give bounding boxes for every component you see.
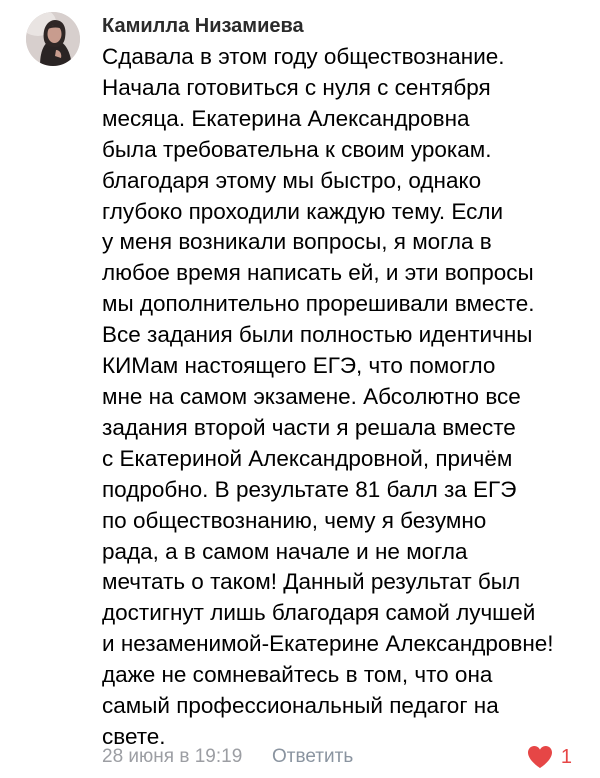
- comment-text-line: задания второй части я решала вместе: [102, 414, 516, 440]
- comment-text-line: была требовательна к своим урокам.: [102, 136, 492, 162]
- comment-text-line: месяца. Екатерина Александровна: [102, 105, 470, 131]
- heart-icon: [527, 745, 553, 769]
- comment-text-line: по обществознанию, чему я безумно: [102, 507, 487, 533]
- comment-footer: [102, 742, 580, 772]
- comment-text-line: КИМам настоящего ЕГЭ, что помогло: [102, 353, 496, 379]
- reply-button[interactable]: Ответить: [272, 746, 354, 767]
- comment-text-line: подробно. В результате 81 балл за ЕГЭ: [102, 476, 517, 502]
- comment-text-line: любое время написать ей, и эти вопросы: [102, 260, 534, 286]
- comment-text-line: у меня возникали вопросы, я могла в: [102, 229, 492, 255]
- author-name[interactable]: Камилла Низамиева: [102, 15, 304, 37]
- comment-text-line: самый профессиональный педагог на: [102, 693, 499, 719]
- comment-text: [102, 42, 592, 753]
- avatar[interactable]: [26, 12, 80, 66]
- comment-text-line: даже не сомневайтесь в том, что она: [102, 662, 493, 688]
- comment-text-line: глубоко проходили каждую тему. Если: [102, 198, 504, 224]
- avatar-photo: [26, 12, 80, 66]
- comment-text-line: рада, а в самом начале и не могла: [102, 538, 468, 564]
- comment-text-line: Начала готовиться с нуля с сентября: [102, 74, 491, 100]
- comment-text-line: благодаря этому мы быстро, однако: [102, 167, 482, 193]
- like-button[interactable]: [527, 742, 572, 772]
- comment-text-line: и незаменимой-Екатерине Александровне!: [102, 631, 554, 657]
- comment-text-line: мы дополнительно прорешивали вместе.: [102, 291, 535, 317]
- comment-text-line: Сдавала в этом году обществознание.: [102, 44, 505, 69]
- comment-text-line: мне на самом экзамене. Абсолютно все: [102, 383, 521, 409]
- comment-text-line: свете.: [102, 723, 166, 749]
- comment-text-line: достигнут лишь благодаря самой лучшей: [102, 600, 536, 626]
- like-count: 1: [560, 746, 572, 768]
- comment-text-line: Все задания были полностью идентичны: [102, 322, 533, 348]
- comment-text-line: с Екатериной Александровной, причём: [102, 445, 513, 471]
- comment-text-line: мечтать о таком! Данный результат был: [102, 569, 521, 595]
- comment-date[interactable]: 28 июня в 19:19: [102, 746, 243, 767]
